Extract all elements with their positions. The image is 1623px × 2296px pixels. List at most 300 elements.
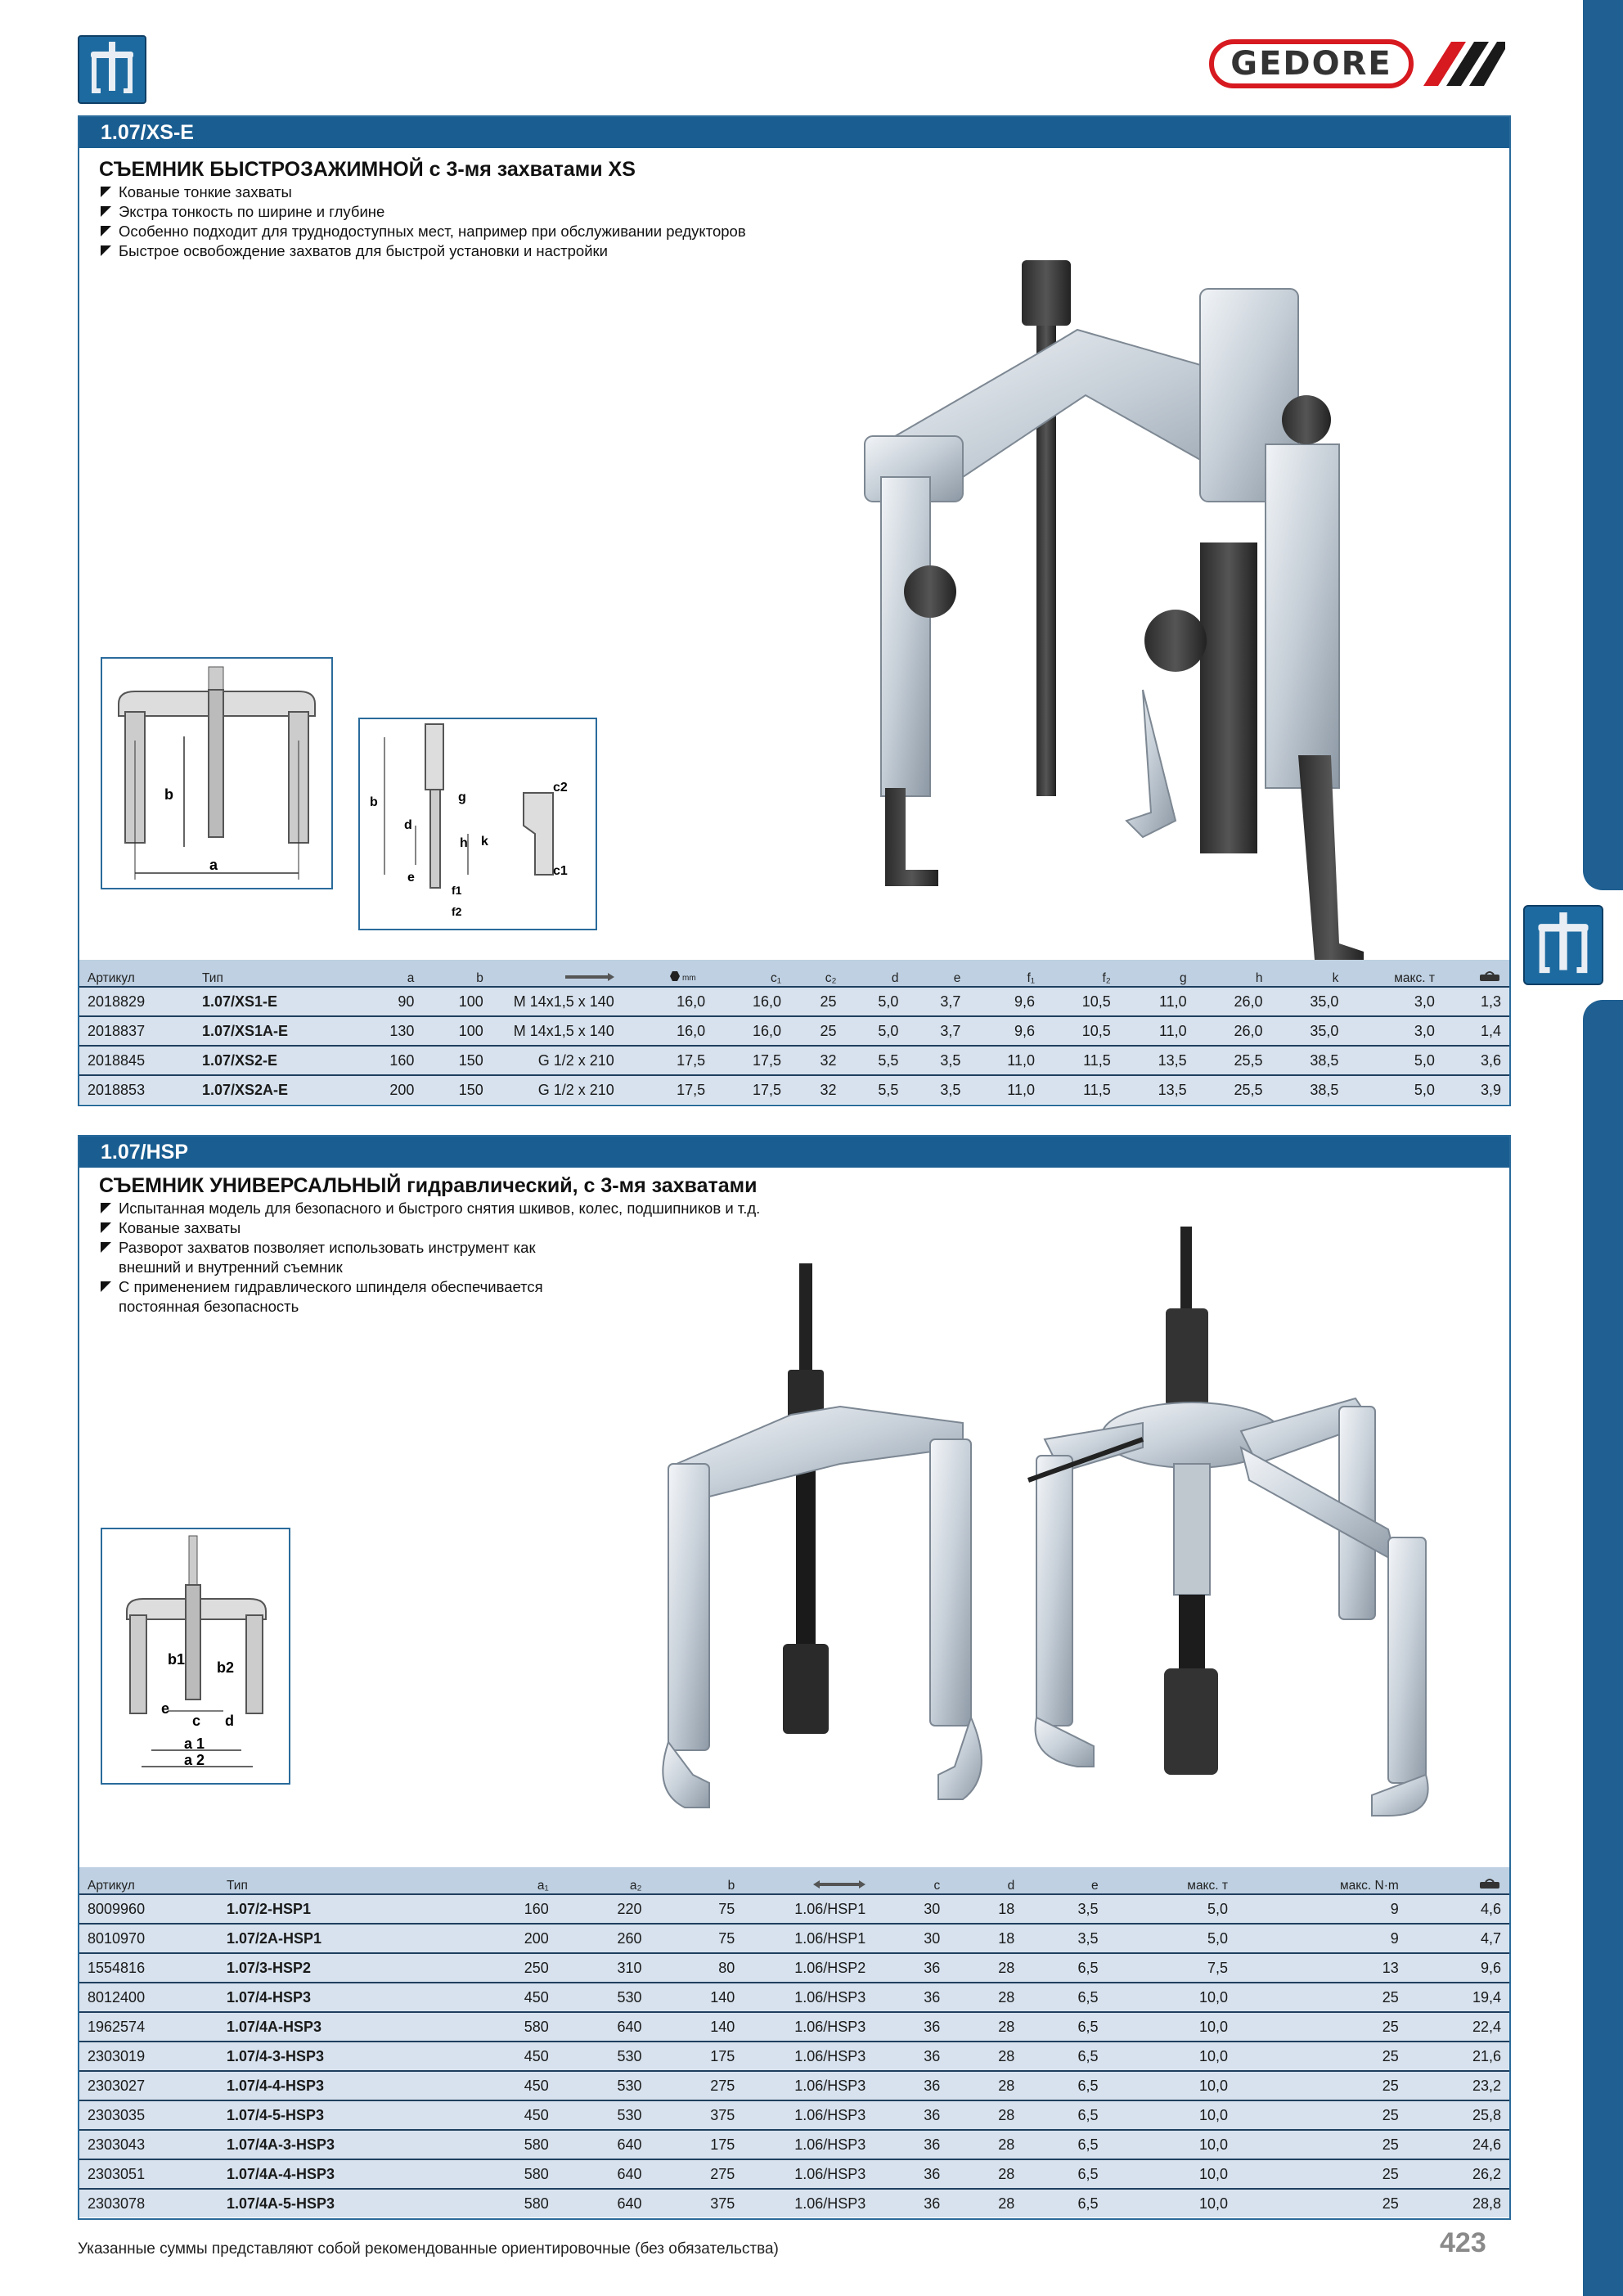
table-cell: 25,5 xyxy=(1195,1046,1271,1075)
column-header: Артикул xyxy=(79,1867,218,1894)
table-cell: 2018837 xyxy=(79,1016,194,1046)
table-cell: 28 xyxy=(948,2189,1023,2217)
table-cell: 3,0 xyxy=(1347,987,1443,1016)
table-cell: 375 xyxy=(650,2189,744,2217)
table-cell: 26,2 xyxy=(1407,2159,1509,2189)
table-cell: 10,0 xyxy=(1107,2159,1236,2189)
table-cell: 1,4 xyxy=(1443,1016,1509,1046)
table-cell: 28 xyxy=(948,2012,1023,2042)
table-cell: 3,5 xyxy=(906,1075,969,1104)
table-cell: 10,0 xyxy=(1107,2130,1236,2159)
page-number: 423 xyxy=(1440,2227,1486,2258)
table-cell: 2303019 xyxy=(79,2042,218,2071)
table-cell: 175 xyxy=(650,2130,744,2159)
table-cell: 1.07/4A-HSP3 xyxy=(218,2012,464,2042)
column-header: a xyxy=(353,960,422,987)
table-cell: 530 xyxy=(557,2042,650,2071)
column-header: a₂ xyxy=(557,1867,650,1894)
table-cell: 11,5 xyxy=(1043,1075,1119,1104)
table-cell: 35,0 xyxy=(1271,987,1347,1016)
table-cell: 25 xyxy=(1236,2100,1407,2130)
table-cell: 3,0 xyxy=(1347,1016,1443,1046)
table-cell: 5,0 xyxy=(1107,1894,1236,1924)
table-cell: 6,5 xyxy=(1023,2130,1106,2159)
table-cell: 1962574 xyxy=(79,2012,218,2042)
column-header: b xyxy=(422,960,491,987)
spindle-icon xyxy=(743,1867,874,1894)
spindle-icon xyxy=(492,960,623,987)
table-row xyxy=(79,2012,1509,2042)
table-cell: 28 xyxy=(948,2042,1023,2071)
column-header: макс. т xyxy=(1347,960,1443,987)
table-row xyxy=(79,1924,1509,1953)
table-row xyxy=(79,2042,1509,2071)
table-cell: G 1/2 x 210 xyxy=(492,1075,623,1104)
dimension-label-c1: c1 xyxy=(553,864,568,878)
table-cell: 25 xyxy=(1236,2042,1407,2071)
column-header: g xyxy=(1119,960,1195,987)
table-cell: 150 xyxy=(422,1046,491,1075)
table-cell: 10,0 xyxy=(1107,2042,1236,2071)
column-header: a₁ xyxy=(464,1867,557,1894)
table-cell: 25 xyxy=(1236,2071,1407,2100)
table-row xyxy=(79,1016,1509,1046)
table-cell: 28 xyxy=(948,1953,1023,1983)
table-cell: 450 xyxy=(464,2042,557,2071)
technical-drawing-hsp xyxy=(101,1528,290,1785)
feature-text: Особенно подходит для труднодоступных мест, например при обслуживании редукторов xyxy=(119,223,746,240)
footer-note: Указанные суммы представляют собой рекомендованные ориентировочные (без обязательства) xyxy=(78,2240,779,2258)
dimension-label-h: h xyxy=(460,836,468,850)
dimension-label-b1: b1 xyxy=(168,1651,186,1668)
table-cell: 5,0 xyxy=(1107,1924,1236,1953)
dimension-label-e: e xyxy=(407,871,415,885)
feature-item xyxy=(99,182,746,202)
table-cell: 75 xyxy=(650,1894,744,1924)
feature-item xyxy=(99,222,746,241)
table-cell: 25 xyxy=(1236,2012,1407,2042)
table-cell: 200 xyxy=(464,1924,557,1953)
table-cell: 5,0 xyxy=(1347,1046,1443,1075)
table-cell: 6,5 xyxy=(1023,2012,1106,2042)
dimension-label-c2: c2 xyxy=(553,781,568,795)
table-cell: 9,6 xyxy=(969,1016,1043,1046)
product-section-hsp xyxy=(78,1135,1511,2220)
table-cell: 2303051 xyxy=(79,2159,218,2189)
table-cell: 1.06/HSP1 xyxy=(743,1924,874,1953)
table-cell: 2303078 xyxy=(79,2189,218,2217)
table-cell: 9,6 xyxy=(1407,1953,1509,1983)
table-cell: 450 xyxy=(464,2100,557,2130)
table-cell: 1.06/HSP3 xyxy=(743,2100,874,2130)
table-cell: 160 xyxy=(353,1046,422,1075)
table-cell: 38,5 xyxy=(1271,1046,1347,1075)
table-cell: 375 xyxy=(650,2100,744,2130)
table-cell: 1.07/4-3-HSP3 xyxy=(218,2042,464,2071)
table-cell: 1.06/HSP3 xyxy=(743,2130,874,2159)
table-cell: 220 xyxy=(557,1894,650,1924)
table-cell: 26,0 xyxy=(1195,1016,1271,1046)
table-cell: 310 xyxy=(557,1953,650,1983)
table-cell: 17,5 xyxy=(623,1075,713,1104)
feature-item xyxy=(99,1238,598,1277)
side-color-bar xyxy=(1583,1000,1623,2296)
table-cell: 3,7 xyxy=(906,987,969,1016)
table-cell: 640 xyxy=(557,2189,650,2217)
bullet-arrow-icon xyxy=(101,1281,111,1292)
table-cell: 6,5 xyxy=(1023,2159,1106,2189)
column-header: макс. т xyxy=(1107,1867,1236,1894)
table-cell: 530 xyxy=(557,2100,650,2130)
table-row xyxy=(79,2159,1509,2189)
table-cell: 25 xyxy=(1236,2130,1407,2159)
spec-table-xs-e xyxy=(79,960,1509,1104)
table-cell: 36 xyxy=(874,2130,948,2159)
feature-item xyxy=(99,1199,1018,1218)
column-header: d xyxy=(845,960,907,987)
dimension-label-b: b xyxy=(370,795,378,809)
table-cell: 3,7 xyxy=(906,1016,969,1046)
section-code: 1.07/HSP xyxy=(79,1137,1509,1168)
table-cell: 6,5 xyxy=(1023,1953,1106,1983)
table-cell: 21,6 xyxy=(1407,2042,1509,2071)
table-cell: 1.07/XS2A-E xyxy=(194,1075,353,1104)
table-cell: 160 xyxy=(464,1894,557,1924)
table-cell: 28,8 xyxy=(1407,2189,1509,2217)
feature-item xyxy=(99,202,746,222)
table-cell: 10,0 xyxy=(1107,1983,1236,2012)
feature-text: Экстра тонкость по ширине и глубине xyxy=(119,203,385,220)
feature-text: Кованые захваты xyxy=(119,1219,241,1236)
table-cell: 1.06/HSP1 xyxy=(743,1894,874,1924)
column-header: c xyxy=(874,1867,948,1894)
table-cell: 11,0 xyxy=(1119,1016,1195,1046)
table-cell: 1.07/XS1-E xyxy=(194,987,353,1016)
table-cell: 10,5 xyxy=(1043,1016,1119,1046)
bullet-arrow-icon xyxy=(101,206,111,217)
table-cell: 36 xyxy=(874,2042,948,2071)
table-cell: 10,0 xyxy=(1107,2189,1236,2217)
table-cell: 6,5 xyxy=(1023,2100,1106,2130)
table-cell: 2018853 xyxy=(79,1075,194,1104)
table-row xyxy=(79,2189,1509,2217)
table-header-row xyxy=(79,1867,1509,1894)
table-cell: 38,5 xyxy=(1271,1075,1347,1104)
table-cell: 140 xyxy=(650,2012,744,2042)
section-title: СЪЕМНИК БЫСТРОЗАЖИМНОЙ с 3-мя захватами XS xyxy=(99,158,636,181)
table-cell: 8009960 xyxy=(79,1894,218,1924)
table-cell: 7,5 xyxy=(1107,1953,1236,1983)
table-cell: 2303035 xyxy=(79,2100,218,2130)
puller-icon xyxy=(1523,905,1603,985)
feature-list xyxy=(99,182,746,261)
dimension-label-d: d xyxy=(404,818,412,832)
table-cell: 1.06/HSP3 xyxy=(743,2189,874,2217)
table-cell: 36 xyxy=(874,2189,948,2217)
table-cell: 19,4 xyxy=(1407,1983,1509,2012)
table-cell: 10,0 xyxy=(1107,2100,1236,2130)
table-cell: 90 xyxy=(353,987,422,1016)
table-cell: 17,5 xyxy=(713,1075,789,1104)
table-row xyxy=(79,2130,1509,2159)
table-row xyxy=(79,2100,1509,2130)
table-cell: 18 xyxy=(948,1894,1023,1924)
table-cell: 13,5 xyxy=(1119,1075,1195,1104)
table-cell: 30 xyxy=(874,1894,948,1924)
table-cell: 4,6 xyxy=(1407,1894,1509,1924)
table-cell: 3,5 xyxy=(906,1046,969,1075)
table-cell: 1.06/HSP3 xyxy=(743,2071,874,2100)
table-cell: 580 xyxy=(464,2159,557,2189)
table-cell: 8012400 xyxy=(79,1983,218,2012)
table-cell: 32 xyxy=(789,1046,845,1075)
table-cell: 450 xyxy=(464,2071,557,2100)
table-cell: 10,0 xyxy=(1107,2071,1236,2100)
table-cell: 3,5 xyxy=(1023,1894,1106,1924)
table-cell: 36 xyxy=(874,2159,948,2189)
column-header: b xyxy=(650,1867,744,1894)
table-row xyxy=(79,1046,1509,1075)
table-row xyxy=(79,987,1509,1016)
dimension-label-f2: f2 xyxy=(452,905,462,918)
table-row xyxy=(79,1983,1509,2012)
table-cell: G 1/2 x 210 xyxy=(492,1046,623,1075)
feature-text: С применением гидравлического шпинделя обеспечивается постоянная безопасность xyxy=(119,1278,543,1315)
table-cell: 1,3 xyxy=(1443,987,1509,1016)
table-cell: 5,0 xyxy=(845,1016,907,1046)
bullet-arrow-icon xyxy=(101,245,111,256)
dimension-label-a1: a 1 xyxy=(184,1736,205,1752)
column-header: f₁ xyxy=(969,960,1043,987)
table-cell: 3,9 xyxy=(1443,1075,1509,1104)
table-cell: 1.06/HSP3 xyxy=(743,2012,874,2042)
table-cell: M 14x1,5 x 140 xyxy=(492,987,623,1016)
table-cell: 6,5 xyxy=(1023,2071,1106,2100)
table-cell: 3,6 xyxy=(1443,1046,1509,1075)
technical-drawing-outer xyxy=(101,657,333,889)
dimension-label-f1: f1 xyxy=(452,884,462,897)
dimension-label-b2: b2 xyxy=(217,1659,235,1676)
column-header: k xyxy=(1271,960,1347,987)
dimension-label-k: k xyxy=(481,835,488,849)
bullet-arrow-icon xyxy=(101,226,111,236)
table-cell: 275 xyxy=(650,2071,744,2100)
table-cell: 530 xyxy=(557,1983,650,2012)
feature-list xyxy=(99,1199,761,1317)
table-cell: 1.07/4A-3-HSP3 xyxy=(218,2130,464,2159)
column-header: Тип xyxy=(218,1867,464,1894)
technical-drawing-jaw-detail xyxy=(358,718,597,930)
table-cell: 2018829 xyxy=(79,987,194,1016)
column-header: d xyxy=(948,1867,1023,1894)
feature-text: Испытанная модель для безопасного и быстрого снятия шкивов, колес, подшипников и т.д. xyxy=(119,1200,761,1217)
column-header: Тип xyxy=(194,960,353,987)
table-cell: 5,5 xyxy=(845,1046,907,1075)
table-cell: 140 xyxy=(650,1983,744,2012)
dimension-label-a2: a 2 xyxy=(184,1752,205,1768)
table-cell: 32 xyxy=(789,1075,845,1104)
table-cell: 100 xyxy=(422,1016,491,1046)
column-header: h xyxy=(1195,960,1271,987)
table-cell: 450 xyxy=(464,1983,557,2012)
dimension-label-e: e xyxy=(161,1700,170,1717)
feature-item xyxy=(99,241,746,261)
table-cell: 25 xyxy=(1236,2189,1407,2217)
table-cell: 11,0 xyxy=(1119,987,1195,1016)
column-header: f₂ xyxy=(1043,960,1119,987)
puller-icon xyxy=(78,35,146,104)
table-cell: 25 xyxy=(789,1016,845,1046)
table-row xyxy=(79,2071,1509,2100)
table-cell: 1.06/HSP2 xyxy=(743,1953,874,1983)
bullet-arrow-icon xyxy=(101,187,111,197)
table-cell: 250 xyxy=(464,1953,557,1983)
section-code: 1.07/XS-E xyxy=(79,117,1509,148)
table-cell: 1554816 xyxy=(79,1953,218,1983)
table-cell: 25,5 xyxy=(1195,1075,1271,1104)
table-cell: 36 xyxy=(874,2071,948,2100)
spec-table-hsp xyxy=(79,1867,1509,2217)
table-cell: 1.07/3-HSP2 xyxy=(218,1953,464,1983)
table-cell: 16,0 xyxy=(623,1016,713,1046)
column-header: Артикул xyxy=(79,960,194,987)
table-cell: 28 xyxy=(948,2159,1023,2189)
table-cell: 9 xyxy=(1236,1894,1407,1924)
table-cell: 1.07/4-HSP3 xyxy=(218,1983,464,2012)
feature-item xyxy=(99,1277,598,1317)
table-cell: 2303043 xyxy=(79,2130,218,2159)
table-row xyxy=(79,1894,1509,1924)
table-cell: 200 xyxy=(353,1075,422,1104)
table-cell: 28 xyxy=(948,2071,1023,2100)
product-section-xs-e xyxy=(78,115,1511,1106)
table-cell: 1.06/HSP3 xyxy=(743,2042,874,2071)
table-cell: 150 xyxy=(422,1075,491,1104)
table-cell: 640 xyxy=(557,2012,650,2042)
table-cell: 80 xyxy=(650,1953,744,1983)
table-cell: 26,0 xyxy=(1195,987,1271,1016)
dimension-label-g: g xyxy=(458,790,466,804)
feature-text: Быстрое освобождение захватов для быстрой установки и настройки xyxy=(119,242,608,259)
column-header: макс. N·m xyxy=(1236,1867,1407,1894)
table-cell: 17,5 xyxy=(623,1046,713,1075)
table-cell: 16,0 xyxy=(713,1016,789,1046)
product-photo-hydraulic-pullers xyxy=(570,1218,1511,1824)
weight-icon xyxy=(1407,1867,1509,1894)
brand-name: GEDORE xyxy=(1230,45,1392,83)
table-cell: 1.07/2-HSP1 xyxy=(218,1894,464,1924)
table-cell: 580 xyxy=(464,2189,557,2217)
table-cell: 1.07/4A-4-HSP3 xyxy=(218,2159,464,2189)
table-cell: 22,4 xyxy=(1407,2012,1509,2042)
table-cell: 16,0 xyxy=(713,987,789,1016)
table-cell: 24,6 xyxy=(1407,2130,1509,2159)
table-cell: 1.06/HSP3 xyxy=(743,1983,874,2012)
table-cell: 28 xyxy=(948,2130,1023,2159)
table-cell: 10,5 xyxy=(1043,987,1119,1016)
table-cell: 9 xyxy=(1236,1924,1407,1953)
svg-text:mm: mm xyxy=(682,974,696,982)
table-cell: 25 xyxy=(1236,1983,1407,2012)
table-cell: 36 xyxy=(874,1953,948,1983)
table-cell: 130 xyxy=(353,1016,422,1046)
table-cell: 580 xyxy=(464,2012,557,2042)
table-cell: 640 xyxy=(557,2130,650,2159)
table-cell: 8010970 xyxy=(79,1924,218,1953)
table-cell: 28 xyxy=(948,1983,1023,2012)
table-cell: 1.07/XS1A-E xyxy=(194,1016,353,1046)
table-cell: 13,5 xyxy=(1119,1046,1195,1075)
table-cell: 6,5 xyxy=(1023,2042,1106,2071)
table-cell: 3,5 xyxy=(1023,1924,1106,1953)
table-cell: M 14x1,5 x 140 xyxy=(492,1016,623,1046)
table-cell: 25 xyxy=(789,987,845,1016)
table-cell: 11,0 xyxy=(969,1075,1043,1104)
hex-size-icon xyxy=(623,960,713,987)
table-cell: 6,5 xyxy=(1023,1983,1106,2012)
dimension-label-b: b xyxy=(164,786,173,803)
table-cell: 75 xyxy=(650,1924,744,1953)
table-cell: 1.07/4A-5-HSP3 xyxy=(218,2189,464,2217)
table-header-row xyxy=(79,960,1509,987)
table-cell: 30 xyxy=(874,1924,948,1953)
table-cell: 25 xyxy=(1236,2159,1407,2189)
table-cell: 1.07/XS2-E xyxy=(194,1046,353,1075)
table-cell: 260 xyxy=(557,1924,650,1953)
table-cell: 6,5 xyxy=(1023,2189,1106,2217)
section-title: СЪЕМНИК УНИВЕРСАЛЬНЫЙ гидравлический, с 3-мя захватами xyxy=(99,1174,758,1197)
feature-text: Кованые тонкие захваты xyxy=(119,183,292,200)
table-cell: 11,0 xyxy=(969,1046,1043,1075)
table-cell: 18 xyxy=(948,1924,1023,1953)
table-cell: 4,7 xyxy=(1407,1924,1509,1953)
column-header: e xyxy=(1023,1867,1106,1894)
table-cell: 13 xyxy=(1236,1953,1407,1983)
table-cell: 1.07/4-5-HSP3 xyxy=(218,2100,464,2130)
table-cell: 11,5 xyxy=(1043,1046,1119,1075)
table-cell: 10,0 xyxy=(1107,2012,1236,2042)
table-cell: 28 xyxy=(948,2100,1023,2130)
column-header: c₁ xyxy=(713,960,789,987)
table-row xyxy=(79,1953,1509,1983)
table-cell: 640 xyxy=(557,2159,650,2189)
table-cell: 17,5 xyxy=(713,1046,789,1075)
table-cell: 175 xyxy=(650,2042,744,2071)
table-cell: 580 xyxy=(464,2130,557,2159)
product-photo-3-jaw-puller xyxy=(791,182,1511,1005)
dimension-label-a: a xyxy=(209,857,218,873)
table-cell: 5,0 xyxy=(845,987,907,1016)
table-cell: 25,8 xyxy=(1407,2100,1509,2130)
dimension-label-d: d xyxy=(225,1713,234,1729)
table-cell: 36 xyxy=(874,1983,948,2012)
side-color-bar xyxy=(1583,0,1623,890)
column-header: c₂ xyxy=(789,960,845,987)
table-cell: 1.06/HSP3 xyxy=(743,2159,874,2189)
table-cell: 16,0 xyxy=(623,987,713,1016)
table-cell: 1.07/4-4-HSP3 xyxy=(218,2071,464,2100)
table-cell: 5,0 xyxy=(1347,1075,1443,1104)
bullet-arrow-icon xyxy=(101,1222,111,1233)
weight-icon xyxy=(1443,960,1509,987)
table-cell: 530 xyxy=(557,2071,650,2100)
bullet-arrow-icon xyxy=(101,1242,111,1253)
table-cell: 5,5 xyxy=(845,1075,907,1104)
table-cell: 36 xyxy=(874,2012,948,2042)
table-cell: 275 xyxy=(650,2159,744,2189)
table-cell: 2018845 xyxy=(79,1046,194,1075)
dimension-label-c: c xyxy=(192,1713,201,1729)
